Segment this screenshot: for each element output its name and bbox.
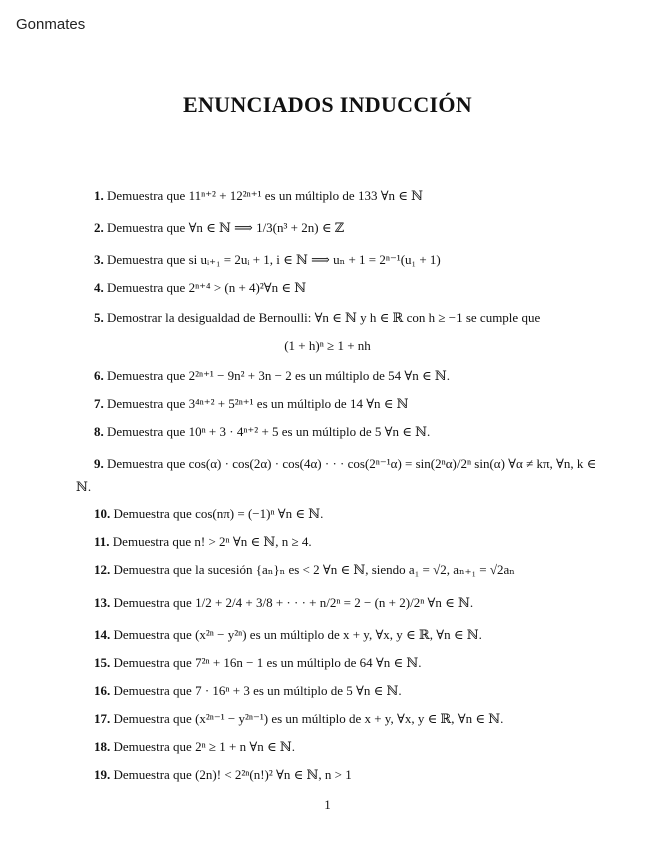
problem-item bbox=[94, 627, 482, 643]
problem-number: 5. bbox=[94, 310, 104, 325]
problem-number: 3. bbox=[94, 252, 104, 267]
problem-statement: Demuestra que si uᵢ₊₁ = 2uᵢ + 1, i ∈ ℕ ⟹ uₙ + 1 = 2ⁿ⁻¹(u₁ + 1) bbox=[103, 252, 441, 267]
problem-number: 4. bbox=[94, 280, 104, 295]
problem-statement: Demuestra que 2ⁿ⁺⁴ > (n + 4)²∀n ∈ ℕ bbox=[103, 280, 307, 295]
problem-item bbox=[94, 739, 295, 755]
problem-number: 8. bbox=[94, 424, 104, 439]
problem-item bbox=[94, 711, 503, 727]
display-equation: (1 + h)ⁿ ≥ 1 + nh bbox=[284, 338, 371, 353]
problem-statement: Demuestra que n! > 2ⁿ ∀n ∈ ℕ, n ≥ 4. bbox=[109, 534, 312, 549]
problem-item bbox=[94, 534, 312, 550]
problem-item bbox=[94, 683, 402, 699]
document-title: ENUNCIADOS INDUCCIÓN bbox=[183, 92, 472, 117]
problem-item bbox=[94, 252, 441, 268]
problem-statement: Demuestra que 2²ⁿ⁺¹ − 9n² + 3n − 2 es un múltiplo de 54 ∀n ∈ ℕ. bbox=[103, 368, 450, 383]
problem-item bbox=[94, 506, 323, 522]
problem-statement: Demuestra que 7 · 16ⁿ + 3 es un múltiplo de 5 ∀n ∈ ℕ. bbox=[110, 683, 402, 698]
problem-statement: Demuestra que (x²ⁿ − y²ⁿ) es un múltiplo de x + y, ∀x, y ∈ ℝ, ∀n ∈ ℕ. bbox=[110, 627, 482, 642]
problem-number: 10. bbox=[94, 506, 111, 521]
problem-statement: Demostrar la desigualdad de Bernoulli: ∀n ∈ ℕ y h ∈ ℝ con h ≥ −1 se cumple que bbox=[103, 310, 541, 325]
problem-number: 11. bbox=[94, 534, 110, 549]
problem-number: 12. bbox=[94, 562, 111, 577]
problem-number: 19. bbox=[94, 767, 111, 782]
problem-number: 17. bbox=[94, 711, 111, 726]
problem-number: 15. bbox=[94, 655, 111, 670]
problem-statement: Demuestra que 7²ⁿ + 16n − 1 es un múltiplo de 64 ∀n ∈ ℕ. bbox=[110, 655, 422, 670]
problem-number: 14. bbox=[94, 627, 111, 642]
problem-item bbox=[94, 280, 306, 296]
problem-item bbox=[94, 220, 344, 236]
problem-item bbox=[94, 424, 430, 440]
brand-logo-text: Gonmates bbox=[16, 16, 86, 33]
problem-statement: Demuestra que la sucesión {aₙ}ₙ es < 2 ∀n ∈ ℕ, siendo a₁ = √2, aₙ₊₁ = √2aₙ bbox=[110, 562, 515, 577]
problem-item bbox=[94, 310, 540, 326]
problem-number: 1. bbox=[94, 188, 104, 203]
problem-number: 2. bbox=[94, 220, 104, 235]
problem-number: 16. bbox=[94, 683, 111, 698]
problem-statement: Demuestra que 2ⁿ ≥ 1 + n ∀n ∈ ℕ. bbox=[110, 739, 295, 754]
problem-statement: Demuestra que 11ⁿ⁺² + 12²ⁿ⁺¹ es un múltiplo de 133 ∀n ∈ ℕ bbox=[103, 188, 424, 203]
problem-statement: Demuestra que 3⁴ⁿ⁺² + 5²ⁿ⁺¹ es un múltiplo de 14 ∀n ∈ ℕ bbox=[103, 396, 409, 411]
problem-continuation: ℕ. bbox=[76, 479, 92, 494]
problem-item bbox=[94, 368, 450, 384]
problem-item bbox=[94, 595, 473, 611]
problem-item bbox=[94, 562, 515, 578]
problem-number: 18. bbox=[94, 739, 111, 754]
problem-statement: Demuestra que cos(α) · cos(2α) · cos(4α) · · · cos(2ⁿ⁻¹α) = sin(2ⁿα)/2ⁿ sin(α) ∀α ≠ kπ, ∀n, k ∈ bbox=[103, 456, 597, 471]
problem-statement: Demuestra que 10ⁿ + 3 · 4ⁿ⁺² + 5 es un múltiplo de 5 ∀n ∈ ℕ. bbox=[103, 424, 431, 439]
problem-statement: Demuestra que ∀n ∈ ℕ ⟹ 1/3(n³ + 2n) ∈ ℤ bbox=[103, 220, 345, 235]
problem-item bbox=[94, 655, 422, 671]
problem-statement: Demuestra que (2n)! < 2²ⁿ(n!)² ∀n ∈ ℕ, n > 1 bbox=[110, 767, 352, 782]
problem-statement: Demuestra que 1/2 + 2/4 + 3/8 + · · · + n/2ⁿ = 2 − (n + 2)/2ⁿ ∀n ∈ ℕ. bbox=[110, 595, 474, 610]
problem-number: 6. bbox=[94, 368, 104, 383]
problem-item bbox=[94, 767, 352, 783]
problem-statement: Demuestra que (x²ⁿ⁻¹ − y²ⁿ⁻¹) es un múltiplo de x + y, ∀x, y ∈ ℝ, ∀n ∈ ℕ. bbox=[110, 711, 504, 726]
problem-item bbox=[94, 456, 596, 472]
problem-number: 7. bbox=[94, 396, 104, 411]
problem-item bbox=[94, 396, 409, 412]
problem-statement: Demuestra que cos(nπ) = (−1)ⁿ ∀n ∈ ℕ. bbox=[110, 506, 324, 521]
problem-number: 13. bbox=[94, 595, 111, 610]
problem-number: 9. bbox=[94, 456, 104, 471]
problem-item bbox=[94, 188, 423, 204]
page-number: 1 bbox=[324, 797, 331, 812]
